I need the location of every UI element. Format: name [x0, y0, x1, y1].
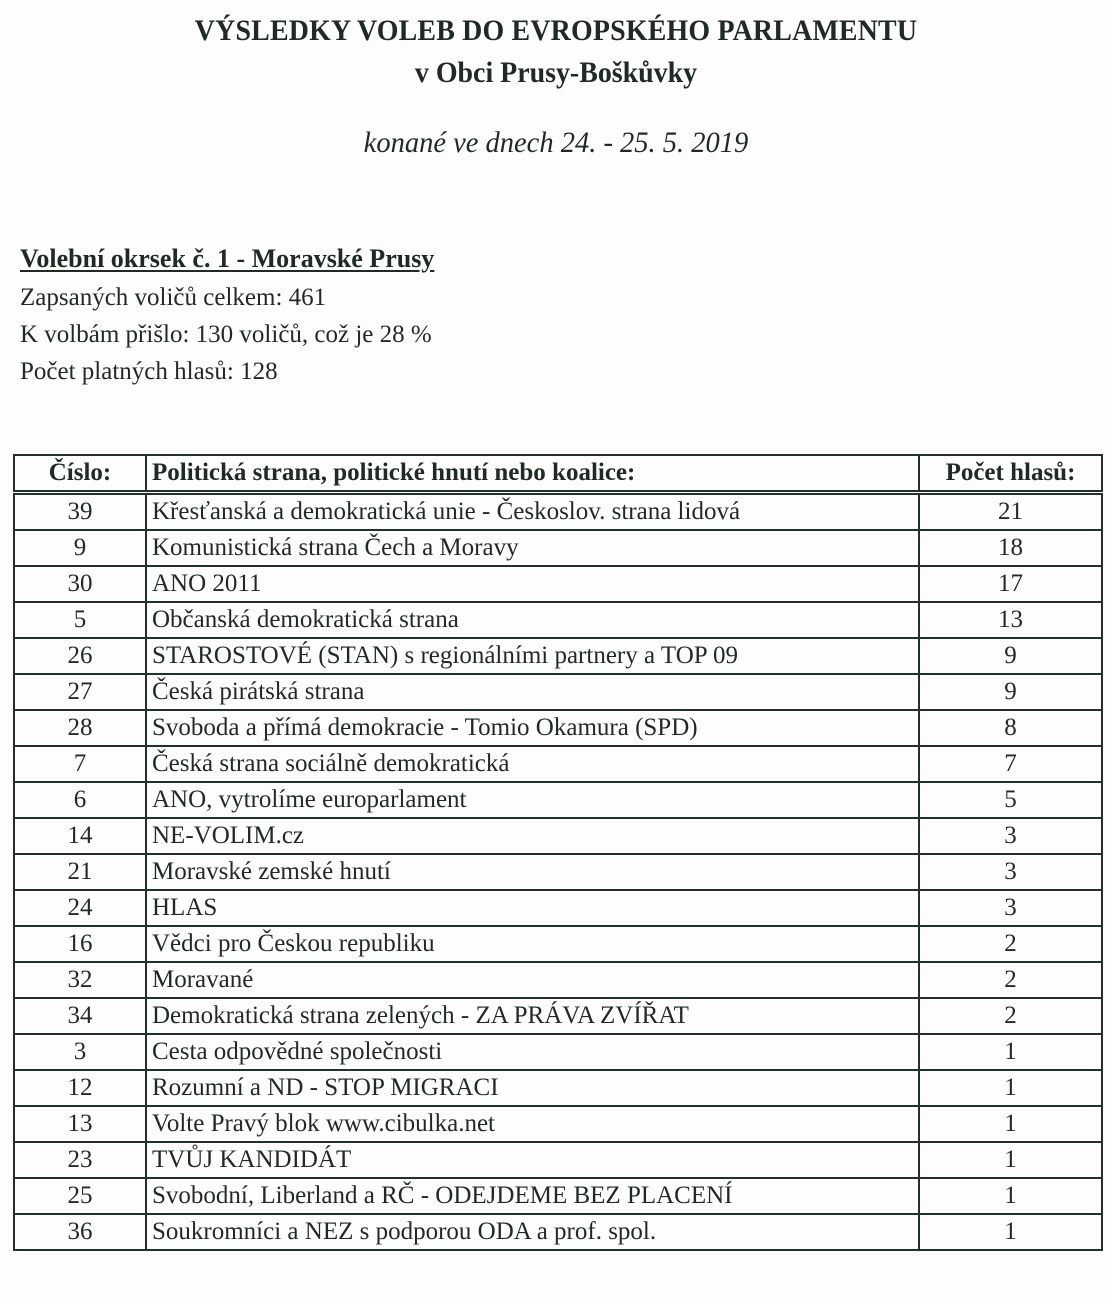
table-row — [14, 674, 1102, 710]
party-number: 13 — [14, 1106, 146, 1142]
table-row — [14, 1142, 1102, 1178]
party-name: Demokratická strana zelených - ZA PRÁVA ZVÍŘAT — [146, 998, 919, 1034]
party-name: Svoboda a přímá demokracie - Tomio Okamura (SPD) — [146, 710, 919, 746]
vote-count: 1 — [919, 1178, 1102, 1214]
party-name: Svobodní, Liberland a RČ - ODEJDEME BEZ PLACENÍ — [146, 1178, 919, 1214]
party-number: 32 — [14, 962, 146, 998]
vote-count: 2 — [919, 998, 1102, 1034]
table-row — [14, 854, 1102, 890]
party-name: HLAS — [146, 890, 919, 926]
party-number: 27 — [14, 674, 146, 710]
vote-count: 9 — [919, 674, 1102, 710]
table-header-row — [14, 455, 1102, 493]
vote-count: 18 — [919, 530, 1102, 566]
vote-count: 2 — [919, 926, 1102, 962]
table-row — [14, 782, 1102, 818]
party-number: 21 — [14, 854, 146, 890]
party-name: Česká pirátská strana — [146, 674, 919, 710]
party-number: 39 — [14, 493, 146, 531]
party-number: 6 — [14, 782, 146, 818]
party-number: 16 — [14, 926, 146, 962]
table-row — [14, 998, 1102, 1034]
party-number: 34 — [14, 998, 146, 1034]
vote-count: 1 — [919, 1106, 1102, 1142]
column-header-votes: Počet hlasů: — [919, 455, 1102, 493]
vote-count: 7 — [919, 746, 1102, 782]
vote-count: 5 — [919, 782, 1102, 818]
vote-count: 13 — [919, 602, 1102, 638]
vote-count: 1 — [919, 1034, 1102, 1070]
party-name: Komunistická strana Čech a Moravy — [146, 530, 919, 566]
table-row — [14, 818, 1102, 854]
party-number: 9 — [14, 530, 146, 566]
vote-count: 1 — [919, 1070, 1102, 1106]
table-row — [14, 1034, 1102, 1070]
vote-count: 3 — [919, 890, 1102, 926]
registered-voters: Zapsaných voličů celkem: 461 — [20, 284, 327, 311]
table-row — [14, 746, 1102, 782]
party-name: Moravané — [146, 962, 919, 998]
vote-count: 21 — [919, 493, 1102, 531]
party-number: 3 — [14, 1034, 146, 1070]
table-row — [14, 926, 1102, 962]
election-dates: konané ve dnech 24. - 25. 5. 2019 — [363, 126, 749, 159]
party-number: 5 — [14, 602, 146, 638]
results-table — [13, 454, 1103, 1251]
district-heading: Volební okrsek č. 1 - Moravské Prusy — [20, 244, 435, 273]
party-number: 12 — [14, 1070, 146, 1106]
party-name: Občanská demokratická strana — [146, 602, 919, 638]
party-name: Křesťanská a demokratická unie - Českoslov. strana lidová — [146, 493, 919, 531]
party-name: ANO 2011 — [146, 566, 919, 602]
vote-count: 3 — [919, 854, 1102, 890]
valid-votes: Počet platných hlasů: 128 — [20, 358, 278, 385]
table-row — [14, 710, 1102, 746]
party-number: 14 — [14, 818, 146, 854]
party-name: Volte Pravý blok www.cibulka.net — [146, 1106, 919, 1142]
column-header-party: Politická strana, politické hnutí nebo koalice: — [146, 455, 919, 493]
party-name: Moravské zemské hnutí — [146, 854, 919, 890]
party-name: ANO, vytrolíme europarlament — [146, 782, 919, 818]
vote-count: 1 — [919, 1142, 1102, 1178]
party-name: Česká strana sociálně demokratická — [146, 746, 919, 782]
document-title: VÝSLEDKY VOLEB DO EVROPSKÉHO PARLAMENTU — [194, 14, 918, 47]
vote-count: 8 — [919, 710, 1102, 746]
party-name: STAROSTOVÉ (STAN) s regionálními partnery a TOP 09 — [146, 638, 919, 674]
table-row — [14, 1178, 1102, 1214]
party-name: NE-VOLIM.cz — [146, 818, 919, 854]
party-number: 24 — [14, 890, 146, 926]
party-number: 36 — [14, 1214, 146, 1250]
party-number: 26 — [14, 638, 146, 674]
table-row — [14, 1214, 1102, 1250]
table-row — [14, 638, 1102, 674]
party-number: 25 — [14, 1178, 146, 1214]
party-name: Cesta odpovědné společnosti — [146, 1034, 919, 1070]
table-row — [14, 962, 1102, 998]
party-name: Rozumní a ND - STOP MIGRACI — [146, 1070, 919, 1106]
table-row — [14, 493, 1102, 531]
column-header-number: Číslo: — [14, 455, 146, 493]
table-row — [14, 566, 1102, 602]
party-number: 28 — [14, 710, 146, 746]
party-number: 23 — [14, 1142, 146, 1178]
table-row — [14, 530, 1102, 566]
vote-count: 2 — [919, 962, 1102, 998]
table-row — [14, 602, 1102, 638]
vote-count: 1 — [919, 1214, 1102, 1250]
vote-count: 9 — [919, 638, 1102, 674]
vote-count: 3 — [919, 818, 1102, 854]
party-number: 7 — [14, 746, 146, 782]
party-name: TVŮJ KANDIDÁT — [146, 1142, 919, 1178]
party-number: 30 — [14, 566, 146, 602]
table-row — [14, 1070, 1102, 1106]
table-row — [14, 890, 1102, 926]
turnout: K volbám přišlo: 130 voličů, což je 28 % — [20, 321, 432, 348]
table-row — [14, 1106, 1102, 1142]
municipality-title: v Obci Prusy-Boškůvky — [414, 56, 698, 89]
party-name: Vědci pro Českou republiku — [146, 926, 919, 962]
party-name: Soukromníci a NEZ s podporou ODA a prof. spol. — [146, 1214, 919, 1250]
vote-count: 17 — [919, 566, 1102, 602]
